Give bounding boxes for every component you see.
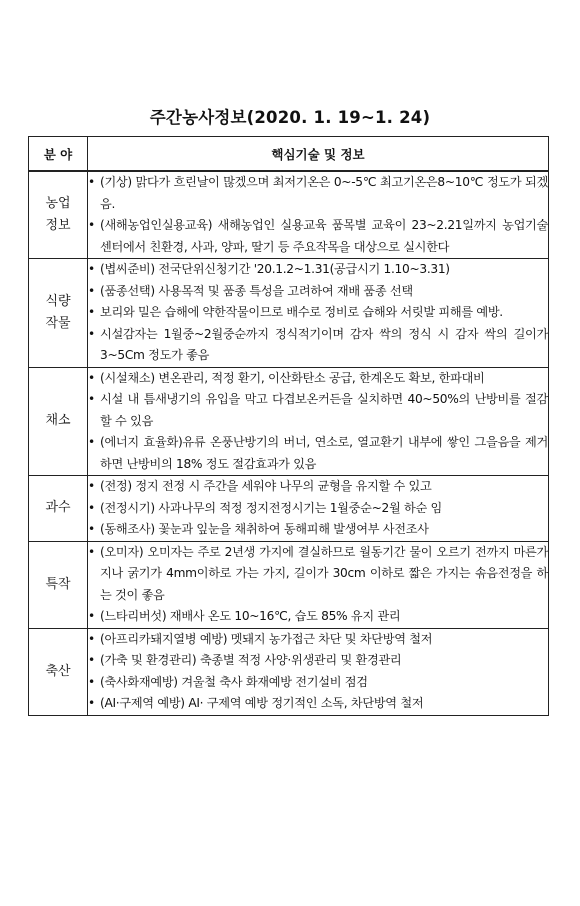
category-label: 작물: [45, 315, 71, 331]
section-content: [88, 541, 549, 628]
section-content: [88, 476, 549, 542]
section-row-food-crops: [29, 259, 549, 368]
bullet-list: [88, 476, 548, 541]
bullet-item: • (기상) 맑다가 흐린날이 많겠으며 최저기온은 0~-5℃ 최고기온은8~10℃ 정도가 되겠음.: [88, 172, 548, 215]
category-label: 특작: [45, 576, 71, 592]
bullet-item: • (전정시기) 사과나무의 적정 정지전정시기는 1월중순~2월 하순 임: [88, 498, 548, 520]
table-header-row: [29, 137, 549, 172]
category-label: 농업: [45, 196, 71, 211]
bullet-item: • 시설감자는 1월중~2월중순까지 정식적기이며 감자 싹의 정식 시 감자 싹의 길이가 3~5Cm 정도가 좋음: [88, 324, 548, 367]
bullet-item: • (느타리버섯) 재배사 온도 10~16℃, 습도 85% 유지 관리: [88, 606, 548, 628]
section-row-vegetables: [29, 367, 549, 476]
document-title: 주간농사정보(2020. 1. 19~1. 24): [149, 108, 431, 127]
header-content: 핵심기술 및 정보: [88, 137, 549, 172]
section-category: [29, 628, 88, 715]
bullet-item: • (품종선택) 사용목적 및 품종 특성을 고려하여 재배 품종 선택: [88, 281, 548, 303]
bullet-item: • (전정) 정지 전정 시 주간을 세워야 나무의 균형을 유지할 수 있고: [88, 476, 548, 498]
bullet-item: • (에너지 효율화)유류 온풍난방기의 버너, 연소로, 열교환기 내부에 쌓인 그을음을 제거하면 난방비의 18% 정도 절감효과가 있음: [88, 432, 548, 475]
header-category: 분 야: [29, 137, 88, 172]
section-row-fruit-trees: [29, 476, 549, 542]
bullet-list: [88, 172, 548, 258]
section-content: [88, 367, 549, 476]
section-content: [88, 628, 549, 715]
bullet-item: • 보리와 밀은 습해에 약한작물이므로 배수로 정비로 습해와 서릿발 피해를 예방.: [88, 302, 548, 324]
section-category: [29, 259, 88, 368]
bullet-item: • (동해조사) 꽃눈과 잎눈을 채취하여 동해피해 발생여부 사전조사: [88, 519, 548, 541]
bullet-list: [88, 259, 548, 367]
category-label: 정보: [45, 218, 71, 233]
bullet-list: [88, 368, 548, 476]
section-category: [29, 171, 88, 259]
weekly-info-table: [28, 136, 549, 716]
section-row-livestock: [29, 628, 549, 715]
section-category: [29, 367, 88, 476]
bullet-item: • (AI·구제역 예방) AI· 구제역 예방 정기적인 소독, 차단방역 철저: [88, 693, 548, 715]
section-row-special-crops: [29, 541, 549, 628]
category-label: 축산: [45, 663, 71, 679]
section-content: [88, 259, 549, 368]
section-category: [29, 476, 88, 542]
bullet-item: • (오미자) 오미자는 주로 2년생 가지에 결실하므로 월동기간 물이 오르기 전까지 마른가지나 굵기가 4mm이하로 가는 가지, 길이가 30cm 이하로 짧은 가지는 솎음전정을 하는 것이 좋음: [88, 542, 548, 607]
bullet-item: • (가축 및 환경관리) 축종별 적정 사양·위생관리 및 환경관리: [88, 650, 548, 672]
bullet-item: • 시설 내 틈새냉기의 유입을 막고 다겹보온커든을 실치하면 40~50%의 난방비를 절감할 수 있음: [88, 389, 548, 432]
bullet-list: [88, 542, 548, 628]
bullet-item: • (아프리카돼지열병 예방) 멧돼지 농가접근 차단 및 차단방역 철저: [88, 629, 548, 651]
category-label: 채소: [45, 413, 71, 429]
category-label: 식량: [45, 293, 71, 309]
category-label: 과수: [45, 500, 71, 516]
bullet-item: • (볍씨준비) 전국단위신청기간 '20.1.2~1.31(공급시기 1.10~3.31): [88, 259, 548, 281]
bullet-item: • (새해농업인실용교육) 새해농업인 실용교육 품목별 교육이 23~2.21일까지 농업기술센터에서 친환경, 사과, 양파, 딸기 등 주요작목을 대상으로 실시한다: [88, 215, 548, 258]
bullet-item: • (축사화재예방) 겨울철 축사 화재예방 전기설비 점검: [88, 672, 548, 694]
section-row-agri-info: [29, 171, 549, 259]
section-content: [88, 171, 549, 259]
bullet-item: • (시설채소) 변온관리, 적정 환기, 이산화탄소 공급, 한계온도 확보, 한파대비: [88, 368, 548, 390]
bullet-list: [88, 629, 548, 715]
section-category: [29, 541, 88, 628]
